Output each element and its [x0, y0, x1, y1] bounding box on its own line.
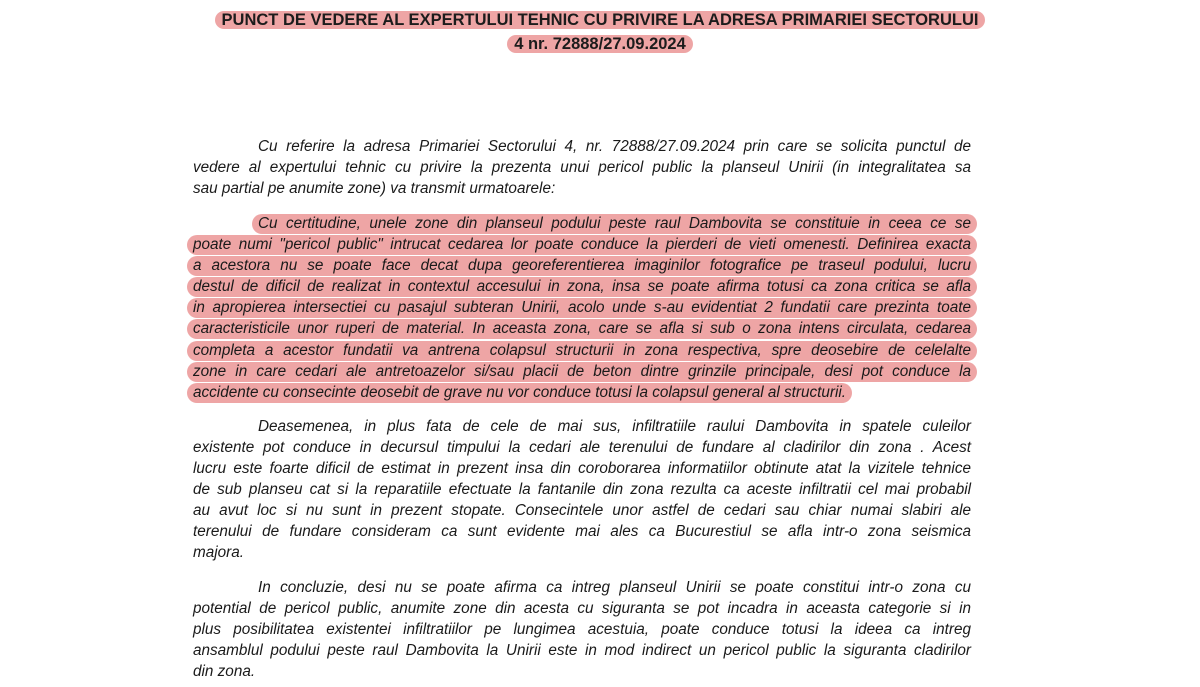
paragraph-line: ansamblul podului peste raul Dambovita la Unirii este in mod indirect un pericol public la siguranta cladirilor: [193, 642, 971, 659]
highlighted-line: completa a acestor fundatii va antrena colapsul structurii in zona respectiva, spre deosebire de celelalte: [187, 341, 977, 361]
document-title-line-1: PUNCT DE VEDERE AL EXPERTULUI TEHNIC CU PRIVIRE LA ADRESA PRIMARIEI SECTORULUI: [215, 11, 986, 29]
highlighted-line: poate numi "pericol public" intrucat cedarea lor poate conduce la pierderi de vieti omenesti. Definirea exacta: [187, 235, 977, 255]
highlighted-line: a acestora nu se poate face decat dupa georeferentierea imaginilor fotografice pe traseul podului, lucru: [187, 256, 977, 276]
paragraph-line: plus posibilitatea existentei infiltratiilor pe lungimea acestuia, poate conduce totusi la ideea ca intreg: [193, 621, 971, 638]
paragraph-line: Deasemenea, in plus fata de cele de mai sus, infiltratiile raului Dambovita in spatele culeilor: [258, 418, 971, 435]
paragraph-line: au avut loc si nu sunt in prezent stopate. Consecintele unor astfel de cedari sau chiar numai slabiri ale: [193, 502, 971, 519]
paragraph-line: terenului de fundare consideram ca sunt evidente mai ales ca Bucurestiul se afla intr-o zona seismica: [193, 523, 971, 540]
highlighted-line: destul de dificil de realizat in contextul accesului in zona, insa se poate afirma totusi ca zona critica se afla: [187, 277, 977, 297]
paragraph-line: lucru este foarte dificil de estimat in prezent insa din coroborarea informatiilor obtinute atat la vizitele tehnice: [193, 460, 971, 477]
paragraph-line: sau partial pe anumite zone) va transmit urmatoarele:: [193, 180, 556, 197]
paragraph-line: din zona.: [193, 663, 256, 680]
highlighted-line: accidente cu consecinte deosebit de grave nu vor conduce totusi la colapsul general al structurii.: [187, 383, 852, 403]
document-title-line-2: 4 nr. 72888/27.09.2024: [507, 35, 693, 53]
paragraph-line: In concluzie, desi nu se poate afirma ca intreg planseul Unirii se poate constitui intr-o zona cu: [258, 579, 971, 596]
paragraph-line: potential de pericol public, anumite zone din acesta cu siguranta se pot incadra in aceasta categorie si in: [193, 600, 971, 617]
paragraph-line: vedere al expertului tehnic cu privire la prezenta unui pericol public la planseul Unirii (in integralitatea sa: [193, 159, 971, 176]
highlighted-line: caracteristicile unor ruperi de material. In aceasta zona, care se afla si sub o zona intens circulata, cedarea: [187, 319, 977, 339]
paragraph-line: majora.: [193, 544, 245, 561]
paragraph-line: Cu referire la adresa Primariei Sectorului 4, nr. 72888/27.09.2024 prin care se solicita punctul de: [258, 138, 971, 155]
title-line-2-wrap: [0, 33, 1200, 55]
title-line-1-wrap: [0, 9, 1200, 31]
highlighted-line: zone in care cedari ale antretoazelor si/sau placii de beton dintre grinzile principale, desi pot conduce la: [187, 362, 977, 382]
highlighted-line: in apropierea intersectiei cu pasajul subteran Unirii, acolo unde s-au evidentiat 2 fundatii care prezinta toate: [187, 298, 977, 318]
paragraph-line: existente pot conduce in decursul timpului la cedari ale terenului de fundare al cladirilor din zona . Acest: [193, 439, 971, 456]
highlighted-line: Cu certitudine, unele zone din planseul podului peste raul Dambovita se constituie in ceea ce se: [252, 214, 977, 234]
paragraph-line: de sub planseu cat si la reparatiile efectuate la fantanile din zona rezulta ca aceste infiltratii cel mai probabil: [193, 481, 971, 498]
